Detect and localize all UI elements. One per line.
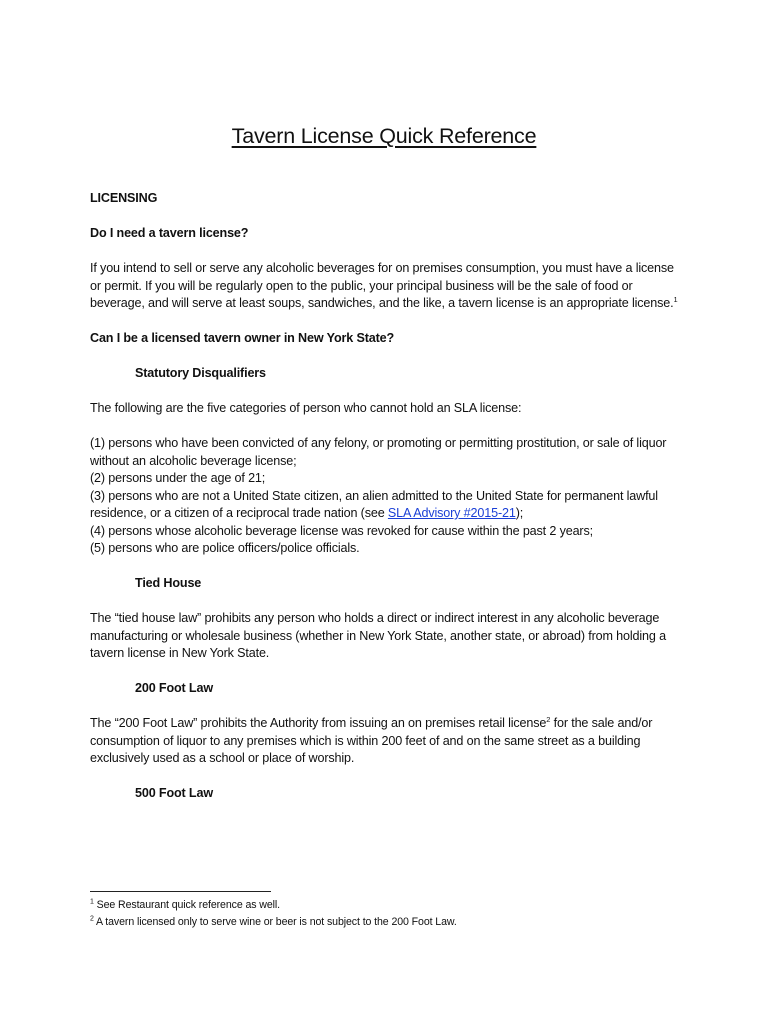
footnote-ref-2[interactable]: 2 — [546, 714, 551, 724]
page-title: Tavern License Quick Reference — [231, 124, 537, 148]
sla-advisory-link[interactable]: SLA Advisory #2015-21 — [387, 506, 516, 520]
disqualifier-list — [90, 435, 680, 558]
document-body — [90, 190, 680, 803]
list-item — [90, 488, 680, 523]
list-item: (2) persons under the age of 21; — [90, 471, 266, 485]
subheading-statutory-disqualifiers: Statutory Disqualifiers — [135, 366, 266, 380]
list-item-text: (3) persons who are not a United State citizen, an alien admitted to the United State for permanent lawful residence, or a citizen of a reciprocal trade nation (see — [90, 488, 658, 520]
paragraph-text: for the sale and/or consumption of liquor to any premises which is within 200 feet of and on the same street as a building exclusively used as a school or place of worship. — [90, 716, 653, 765]
footnotes — [90, 897, 680, 930]
subheading-500-foot-law: 500 Foot Law — [135, 786, 213, 800]
paragraph-text: If you intend to sell or serve any alcoholic beverages for on premises consumption, you must have a license or permit. If you will be regularly open to the public, your principal business will be the sale of food or beverage, and will serve at least soups, sandwiches, and the like, a tavern license is an appropriate license. — [90, 261, 674, 310]
footnote-1 — [90, 897, 680, 914]
section-heading-licensing: LICENSING — [90, 191, 158, 205]
list-item: (1) persons who have been convicted of any felony, or promoting or permitting prostitution, or sale of liquor without an alcoholic beverage license; — [90, 436, 667, 468]
footnote-text: See Restaurant quick reference as well. — [93, 899, 280, 911]
paragraph-text: The “200 Foot Law” prohibits the Authority from issuing an on premises retail license — [90, 716, 547, 730]
footnote-text: A tavern licensed only to serve wine or beer is not subject to the 200 Foot Law. — [93, 915, 457, 928]
paragraph-categories-intro: The following are the five categories of person who cannot hold an SLA license: — [90, 401, 522, 415]
subheading-200-foot-law: 200 Foot Law — [135, 681, 213, 695]
footnote-ref-1[interactable]: 1 — [673, 294, 678, 304]
paragraph-200-foot-law — [90, 715, 680, 768]
footnote-2 — [90, 914, 680, 931]
paragraph-tied-house: The “tied house law” prohibits any person who holds a direct or indirect interest in any alcoholic beverage manufacturing or wholesale business (whether in New York State, another state, or abroad) from holding a tavern license in New York State. — [90, 611, 666, 660]
footnote-mark: 1 — [90, 898, 94, 906]
paragraph-license-requirement — [90, 260, 680, 313]
list-item-text: ); — [515, 506, 524, 520]
list-item: (4) persons whose alcoholic beverage license was revoked for cause within the past 2 years; — [90, 523, 593, 538]
subheading-tied-house: Tied House — [135, 576, 202, 590]
footnote-mark: 2 — [90, 914, 94, 922]
question-need-license: Do I need a tavern license? — [90, 226, 249, 240]
question-licensed-owner: Can I be a licensed tavern owner in New York State? — [90, 331, 395, 345]
list-item: (5) persons who are police officers/police officials. — [90, 541, 360, 555]
footnote-divider — [90, 891, 271, 892]
